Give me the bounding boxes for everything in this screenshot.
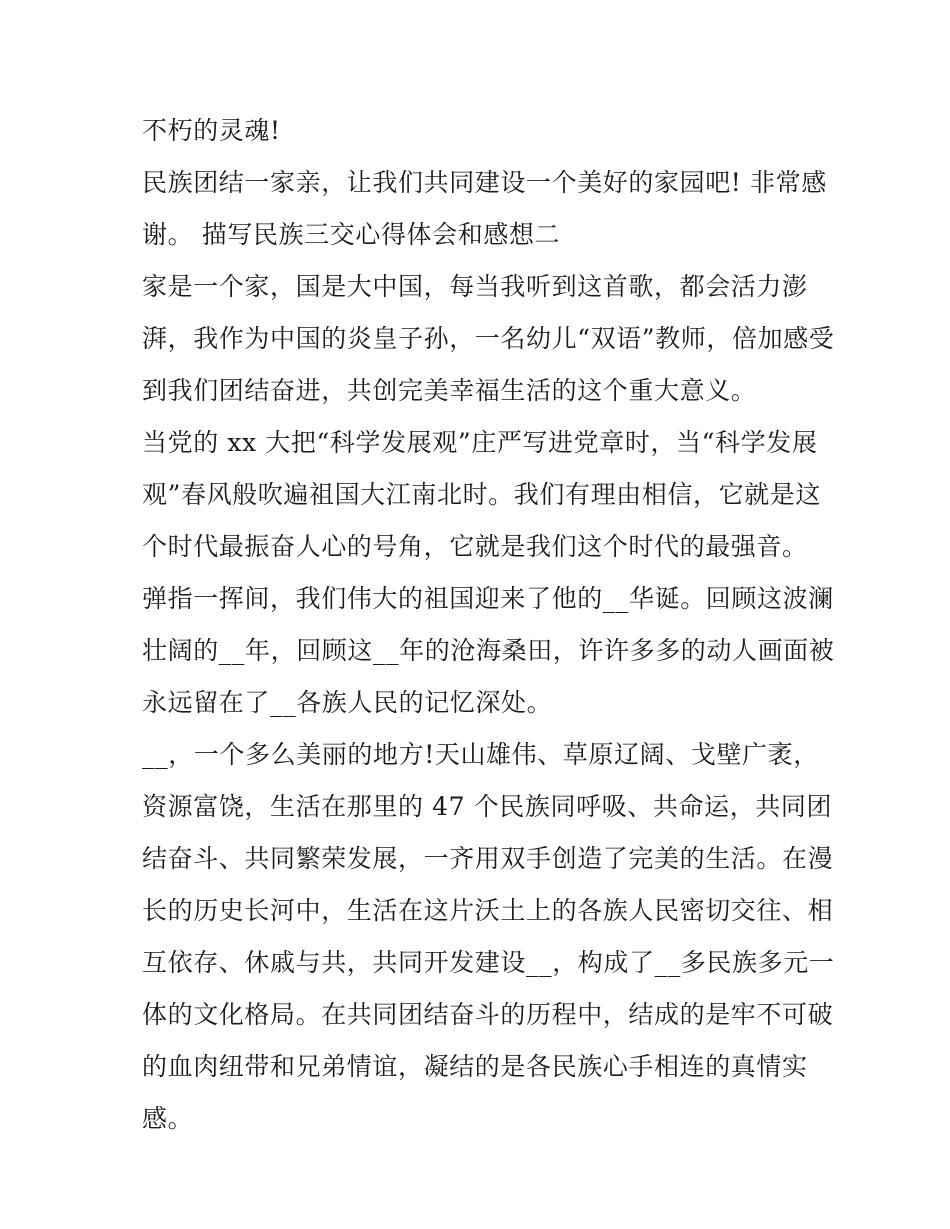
- document-body: [142, 105, 835, 1145]
- text-line: 长的历史长河中，生活在这片沃土上的各族人民密切交往、相: [142, 896, 834, 925]
- text-line: 资源富饶，生活在那里的 47 个民族同呼吸、共命运，共同团: [142, 792, 833, 821]
- text-line: 感。: [142, 1104, 194, 1133]
- text-line: 到我们团结奋进，共创完美幸福生活的这个重大意义。: [142, 376, 757, 405]
- text-line: 家是一个家，国是大中国，每当我听到这首歌，都会活力澎: [142, 272, 808, 301]
- text-line: 体的文化格局。在共同团结奋斗的历程中，结成的是牢不可破: [142, 1000, 834, 1029]
- text-line: 当党的 xx 大把“科学发展观”庄严写进党章时，当“科学发展: [142, 428, 818, 457]
- text-line: 谢。 描写民族三交心得体会和感想二: [142, 220, 561, 249]
- text-line: 互依存、休戚与共，共同开发建设__，构成了__多民族多元一: [142, 948, 835, 977]
- text-line: 不朽的灵魂!: [142, 116, 281, 145]
- text-line: 观”春风般吹遍祖国大江南北时。我们有理由相信，它就是这: [142, 480, 821, 509]
- text-line: 个时代最振奋人心的号角，它就是我们这个时代的最强音。: [142, 532, 808, 561]
- text-line: 弹指一挥间，我们伟大的祖国迎来了他的__华诞。回顾这波澜: [142, 584, 834, 613]
- text-line: 永远留在了__各族人民的记忆深处。: [142, 688, 553, 717]
- text-line: 民族团结一家亲，让我们共同建设一个美好的家园吧! 非常感: [142, 168, 827, 197]
- text-line: 结奋斗、共同繁荣发展，一齐用双手创造了完美的生活。在漫: [142, 844, 834, 873]
- text-line: __，一个多么美丽的地方!天山雄伟、草原辽阔、戈壁广袤，: [142, 740, 819, 769]
- text-line: 的血肉纽带和兄弟情谊，凝结的是各民族心手相连的真情实: [142, 1052, 808, 1081]
- text-line: 湃，我作为中国的炎皇子孙，一名幼儿“双语”教师，倍加感受: [142, 324, 835, 353]
- text-line: 壮阔的__年，回顾这__年的沧海桑田，许许多多的动人画面被: [142, 636, 835, 665]
